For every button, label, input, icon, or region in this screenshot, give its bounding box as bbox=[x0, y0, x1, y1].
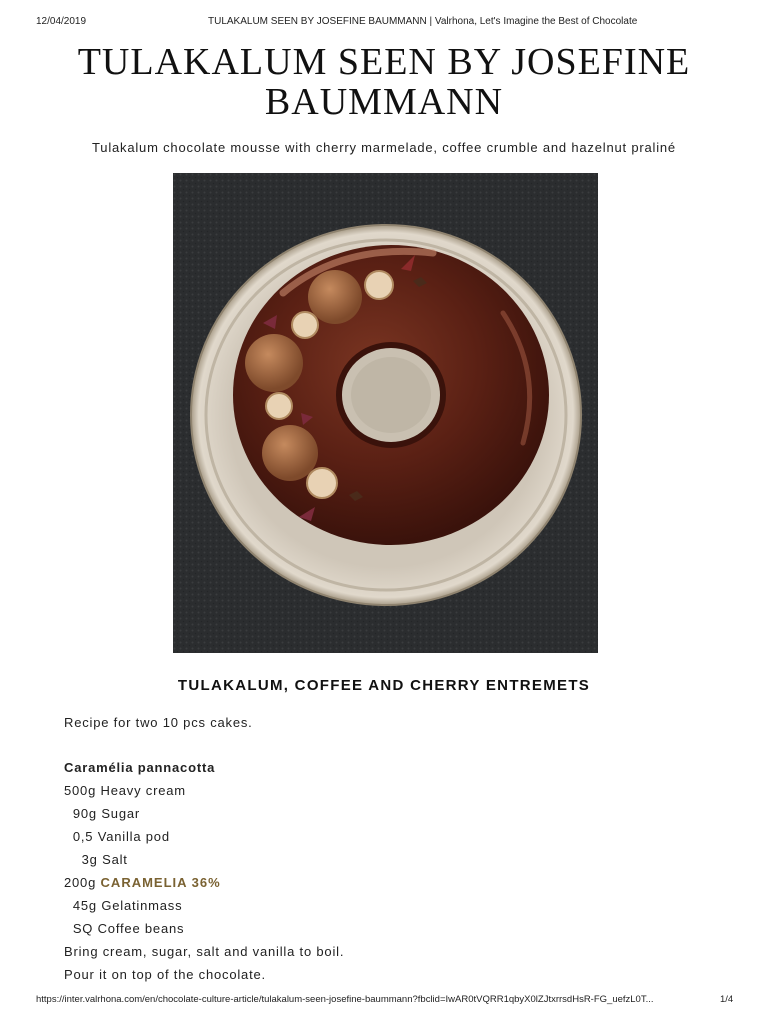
truffle bbox=[245, 334, 303, 392]
ingredient-line-chocolate bbox=[64, 871, 344, 894]
cream-rosette bbox=[292, 312, 318, 338]
article-title-line-2: BAUMMANN bbox=[264, 81, 504, 123]
truffle bbox=[262, 425, 318, 481]
ingredient-line: 500g Heavy cream bbox=[64, 783, 186, 798]
cake-photo bbox=[173, 173, 598, 653]
recipe-title: Caramélia pannacotta bbox=[64, 760, 216, 775]
article-subtitle: Tulakalum chocolate mousse with cherry marmelade, coffee crumble and hazelnut praliné bbox=[92, 140, 676, 155]
recipe-pannacotta bbox=[64, 756, 344, 986]
article-title-line-1: TULAKALUM SEEN BY JOSEFINE bbox=[77, 41, 691, 83]
recipe-intro: Recipe for two 10 pcs cakes. bbox=[64, 715, 253, 730]
ingredient-line: 45g Gelatinmass bbox=[64, 898, 183, 913]
recipe-section-title: TULAKALUM, COFFEE AND CHERRY ENTREMETS bbox=[177, 677, 591, 694]
ingredient-line: 0,5 Vanilla pod bbox=[64, 829, 170, 844]
print-page-title: TULAKALUM SEEN BY JOSEFINE BAUMMANN | Valrhona, Let's Imagine the Best of Chocolate bbox=[208, 16, 638, 27]
ingredient-amount: 200g bbox=[64, 875, 101, 890]
caramelia-link[interactable]: CARAMELIA 36% bbox=[100, 875, 221, 890]
print-url: https://inter.valrhona.com/en/chocolate-culture-article/tulakalum-seen-josefine-baummann?fbclid=IwAR0tVQRR1qbyX0lZJtxrrsdHsR-FG_uefzL0T... bbox=[36, 994, 654, 1005]
cream-rosette bbox=[307, 468, 337, 498]
article-title bbox=[34, 42, 734, 122]
cake-center-inner bbox=[351, 357, 431, 433]
ingredient-line: 3g Salt bbox=[64, 852, 128, 867]
truffle bbox=[308, 270, 362, 324]
instruction-line: Bring cream, sugar, salt and vanilla to boil. bbox=[64, 944, 345, 959]
cream-rosette bbox=[266, 393, 292, 419]
ingredient-line: 90g Sugar bbox=[64, 806, 141, 821]
cream-rosette bbox=[365, 271, 393, 299]
print-date: 12/04/2019 bbox=[36, 16, 87, 27]
print-page-number: 1/4 bbox=[720, 994, 734, 1005]
instruction-line: Pour it on top of the chocolate. bbox=[64, 967, 266, 982]
ingredient-line: SQ Coffee beans bbox=[64, 921, 185, 936]
